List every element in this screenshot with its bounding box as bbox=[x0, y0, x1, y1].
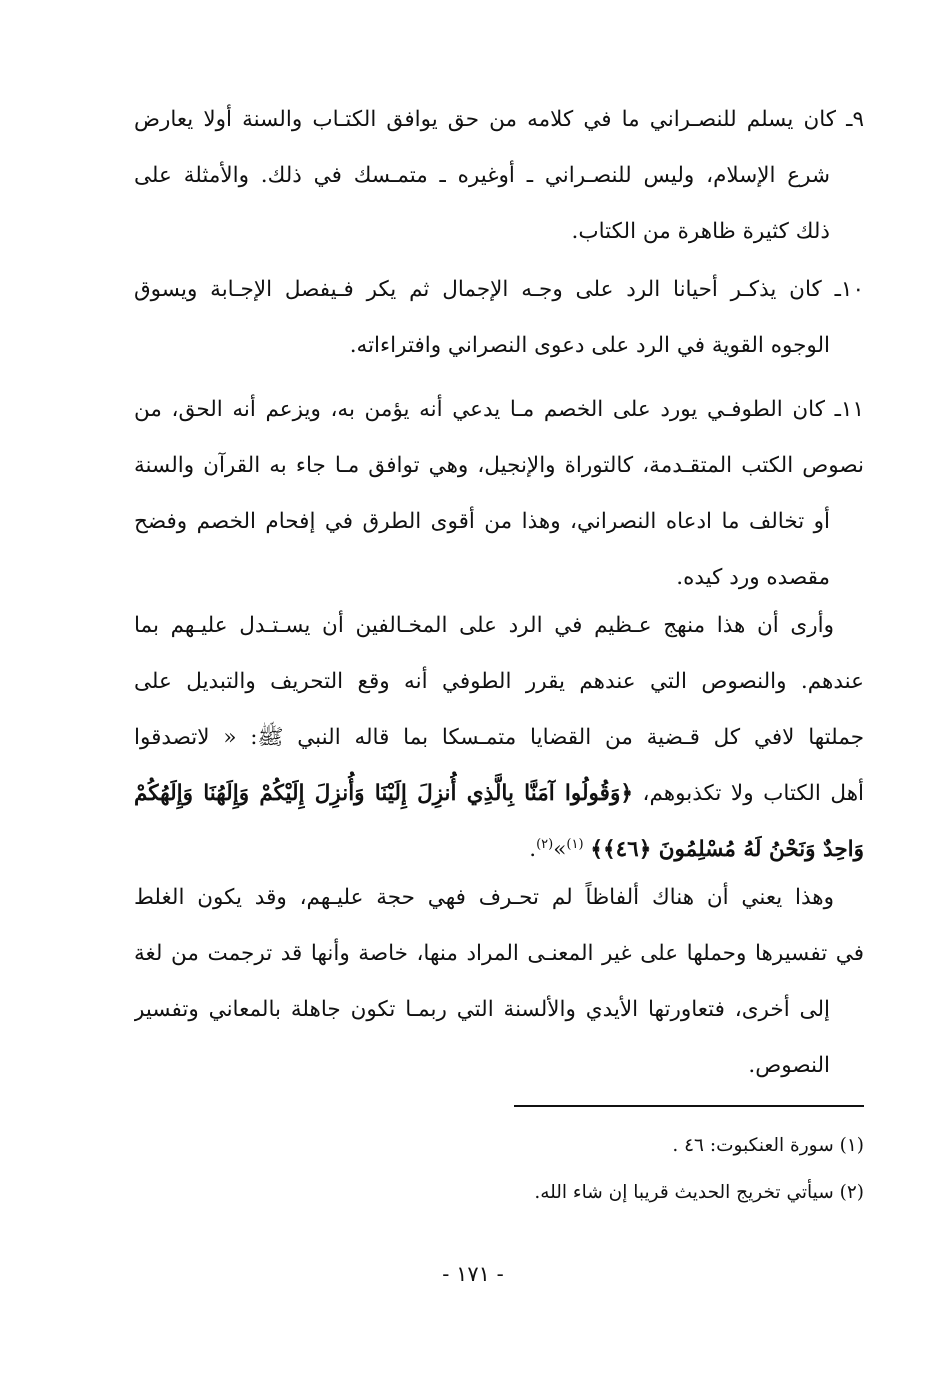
text-line: أو تخالف ما ادعاه النصراني، وهذا من أقوى الطرق في إفحام الخصم وفضح bbox=[134, 509, 830, 534]
text-line: وأرى أن هذا منهج عـظيم في الرد على المخـالفين أن يسـتـدل عليـهم بما bbox=[134, 613, 834, 638]
footnote-ref[interactable]: (٢) bbox=[536, 836, 554, 852]
page-number: - ١٧١ - bbox=[442, 1262, 504, 1286]
text-line: شرع الإسلام، وليس للنصـراني ـ أوغيره ـ متمـسك في ذلك. والأمثلة على bbox=[134, 163, 830, 188]
footnote-ref[interactable]: (١) bbox=[566, 836, 584, 852]
quran-verse: ﴿وَقُولُوا آمَنَّا بِالَّذِي أُنزِلَ إِلَيْنَا وَأُنزِلَ إِلَيْكُمْ وَإِلَهُنَا وَإِلَهُكُمْ bbox=[134, 781, 633, 806]
text-line: جملتها لافي كل قـضية من القضايا متمـسكا بما قاله النبي ﷺ: « لاتصدقوا bbox=[134, 725, 864, 750]
text-line: ١١ـ كان الطوفـي يورد على الخصم مـا يدعي أنه يؤمن به، ويزعم أنه الحق، من bbox=[134, 397, 864, 422]
quote-close: » bbox=[553, 837, 567, 862]
text-line bbox=[134, 766, 864, 822]
text-line: عندهم. والنصوص التي عندهم يقرر الطوفي أنه وقع التحريف والتبديل على bbox=[134, 669, 864, 694]
text-line: النصوص. bbox=[748, 1053, 830, 1078]
footnote-1: (١) سورة العنكبوت: ٤٦ . bbox=[672, 1135, 864, 1156]
hadith-text: أهل الكتاب ولا تكذبوهم، bbox=[642, 781, 864, 806]
text-line: وهذا يعني أن هناك ألفاظاً لم تحـرف فهي حجة عليـهم، وقد يكون الغلط bbox=[134, 885, 834, 910]
text-line: الوجوه القوية في الرد على دعوى النصراني وافتراءاته. bbox=[349, 333, 830, 358]
text-line: إلى أخرى، فتعاورتها الأيدي والألسنة التي ربمـا تكون جاهلة بالمعاني وتفسير bbox=[134, 997, 830, 1022]
paragraph-quote bbox=[134, 598, 864, 878]
quran-verse: وَاحِدٌ وَنَحْنُ لَهُ مُسْلِمُونَ ﴿٤٦﴾﴾ bbox=[590, 837, 864, 862]
footnote-2: (٢) سيأتي تخريج الحديث قريبا إن شاء الله. bbox=[534, 1182, 864, 1203]
text-line: مقصده ورد كيده. bbox=[676, 565, 830, 590]
text-line: نصوص الكتب المتقـدمة، كالتوراة والإنجيل، وهي توافق مـا جاء به القرآن والسنة bbox=[134, 453, 864, 478]
footnote-divider bbox=[514, 1105, 864, 1107]
list-item-9 bbox=[134, 92, 864, 260]
text-line: في تفسيرها وحملها على غير المعنـى المراد منها، خاصة وأنها قد ترجمت من لغة bbox=[134, 941, 864, 966]
paragraph-analysis bbox=[134, 870, 864, 1094]
text-line: ذلك كثيرة ظاهرة من الكتاب. bbox=[571, 219, 830, 244]
text-line: ٩ـ كان يسلم للنصـراني ما في كلامه من حق يوافق الكتـاب والسنة أولا يعارض bbox=[134, 107, 864, 132]
text-line: ١٠ـ كان يذكـر أحيانا الرد على وجـه الإجمال ثم يكر فـيفصل الإجـابة ويسوق bbox=[134, 277, 864, 302]
full-stop: . bbox=[529, 837, 537, 862]
list-item-10 bbox=[134, 262, 864, 374]
list-item-11 bbox=[134, 382, 864, 606]
